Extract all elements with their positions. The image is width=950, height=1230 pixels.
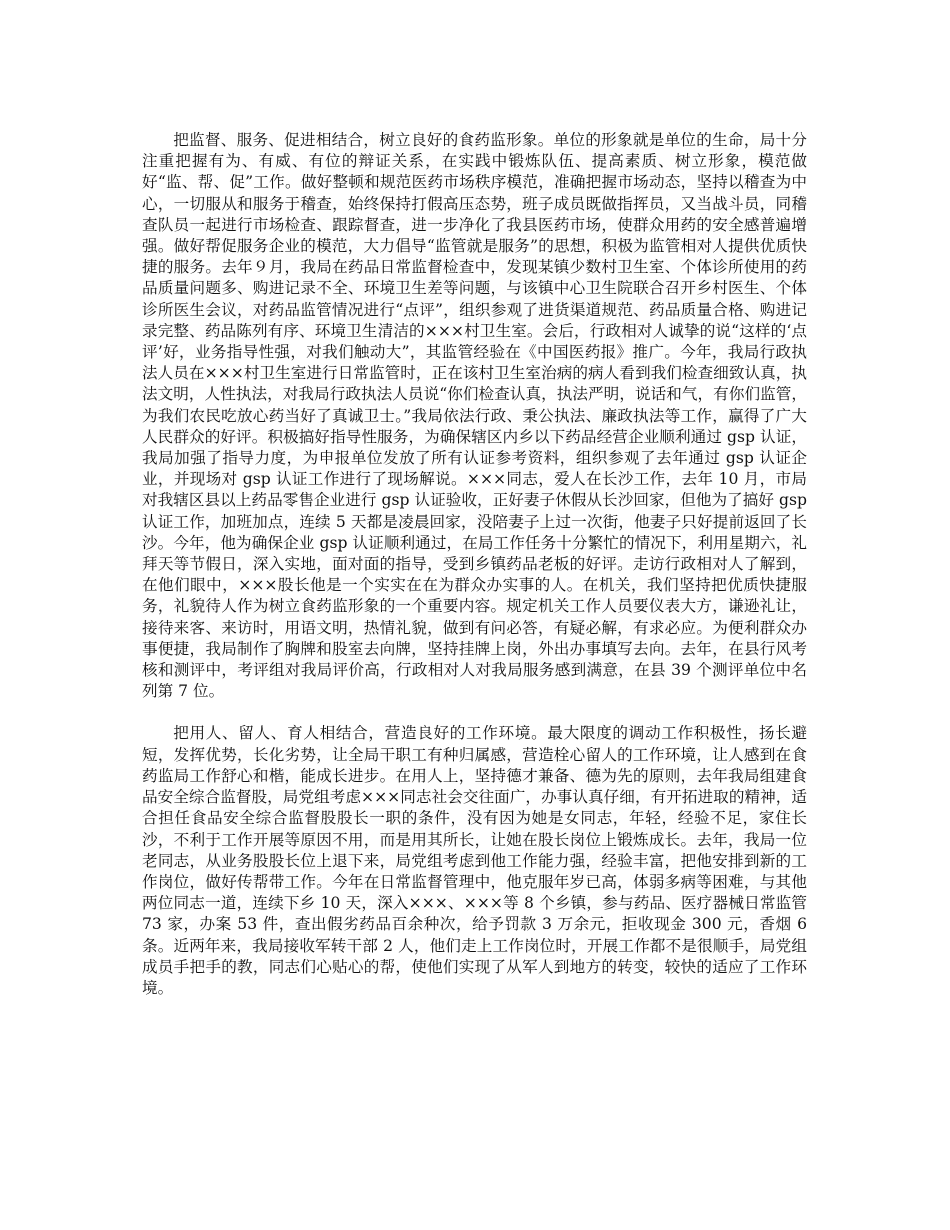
- paragraph-supervision-service: 把监督、服务、促进相结合，树立良好的食药监形象。单位的形象就是单位的生命，局十分注重把握有为、有威、有位的辩证关系，在实践中锻炼队伍、提高素质、树立形象，模范做好“监、帮、促”工作。做好整顿和规范医药市场秩序模范，准确把握市场动态，坚持以稽查为中心，一切服从和服务于稽查，始终保持打假高压态势，班子成员既做指挥员，又当战斗员，同稽查队员一起进行市场检查、跟踪督查，进一步净化了我县医药市场，使群众用药的安全感普遍增强。做好帮促服务企业的模范，大力倡导“监管就是服务”的思想，积极为监管相对人提供优质快捷的服务。去年９月，我局在药品日常监督检查中，发现某镇少数村卫生室、个体诊所使用的药品质量问题多、购进记录不全、环境卫生差等问题，与该镇中心卫生院联合召开乡村医生、个体诊所医生会议，对药品监管情况进行“点评”，组织参观了进货渠道规范、药品质量合格、购进记录完整、药品陈列有序、环境卫生清洁的×××村卫生室。会后，行政相对人诚挚的说“这样的‘点评’好，业务指导性强，对我们触动大”，其监管经验在《中国医药报》推广。今年，我局行政执法人员在×××村卫生室进行日常监管时，正在该村卫生室治病的病人看到我们检查细致认真，执法文明，人性执法，对我局行政执法人员说“你们检查认真，执法严明，说话和气，有你们监管，为我们农民吃放心药当好了真诚卫士。”我局依法行政、秉公执法、廉政执法等工作，赢得了广大人民群众的好评。积极搞好指导性服务，为确保辖区内乡以下药品经营企业顺利通过 gsp 认证，我局加强了指导力度，为申报单位发放了所有认证参考资料，组织参观了去年通过 gsp 认证企业，并现场对 gsp 认证工作进行了现场解说。×××同志，爱人在长沙工作，去年 10 月，市局对我辖区县以上药品零售企业进行 gsp 认证验收，正好妻子休假从长沙回家，但他为了搞好 gsp 认证工作，加班加点，连续 5 天都是凌晨回家，没陪妻子上过一次街，他妻子只好提前返回了长沙。今年，他为确保企业 gsp 认证顺利通过，在局工作任务十分繁忙的情况下，利用星期六，礼拜天等节假日，深入实地，面对面的指导，受到乡镇药品老板的好评。走访行政相对人了解到，在他们眼中，×××股长他是一个实实在在为群众办实事的人。在机关，我们坚持把优质快捷服务，礼貌待人作为树立食药监形象的一个重要内容。规定机关工作人员要仪表大方，谦逊礼让，接待来客、来访时，用语文明，热情礼貌，做到有问必答，有疑必解，有求必应。为便利群众办事便捷，我局制作了胸牌和股室去向牌，坚持挂牌上岗，外出办事填写去向。去年，在县行风考核和测评中，考评组对我局评价高，行政相对人对我局服务感到满意，在县 39 个测评单位中名列第 7 位。: [142, 131, 807, 701]
- paragraph-work-environment: 把用人、留人、育人相结合，营造良好的工作环境。最大限度的调动工作积极性，扬长避短，发挥优势，长化劣势，让全局干职工有种归属感，营造栓心留人的工作环境，让人感到在食药监局工作舒心和楷，能成长进步。在用人上，坚持德才兼备、德为先的原则，去年我局组建食品安全综合监督股，局党组考虑×××同志社会交往面广，办事认真仔细，有开拓进取的精神，适合担任食品安全综合监督股股长一职的条件，没有因为她是女同志，年轻，经验不足，家住长沙，不利于工作开展等原因不用，而是用其所长，让她在股长岗位上锻炼成长。去年，我局一位老同志，从业务股股长位上退下来，局党组考虑到他工作能力强，经验丰富，把他安排到新的工作岗位，做好传帮带工作。今年在日常监督管理中，他克服年岁已高，体弱多病等困难，与其他两位同志一道，连续下乡 10 天，深入×××、×××等 8 个乡镇，参与药品、医疗器械日常监管 73 家，办案 53 件，查出假劣药品百余种次，给予罚款 3 万余元，拒收现金 300 元，香烟 6 条。近两年来，我局接收军转干部 2 人，他们走上工作岗位时，开展工作都不是很顺手，局党组成员手把手的教，同志们心贴心的帮，使他们实现了从军人到地方的转变，较快的适应了工作环境。: [142, 724, 807, 997]
- document-body: [142, 130, 807, 999]
